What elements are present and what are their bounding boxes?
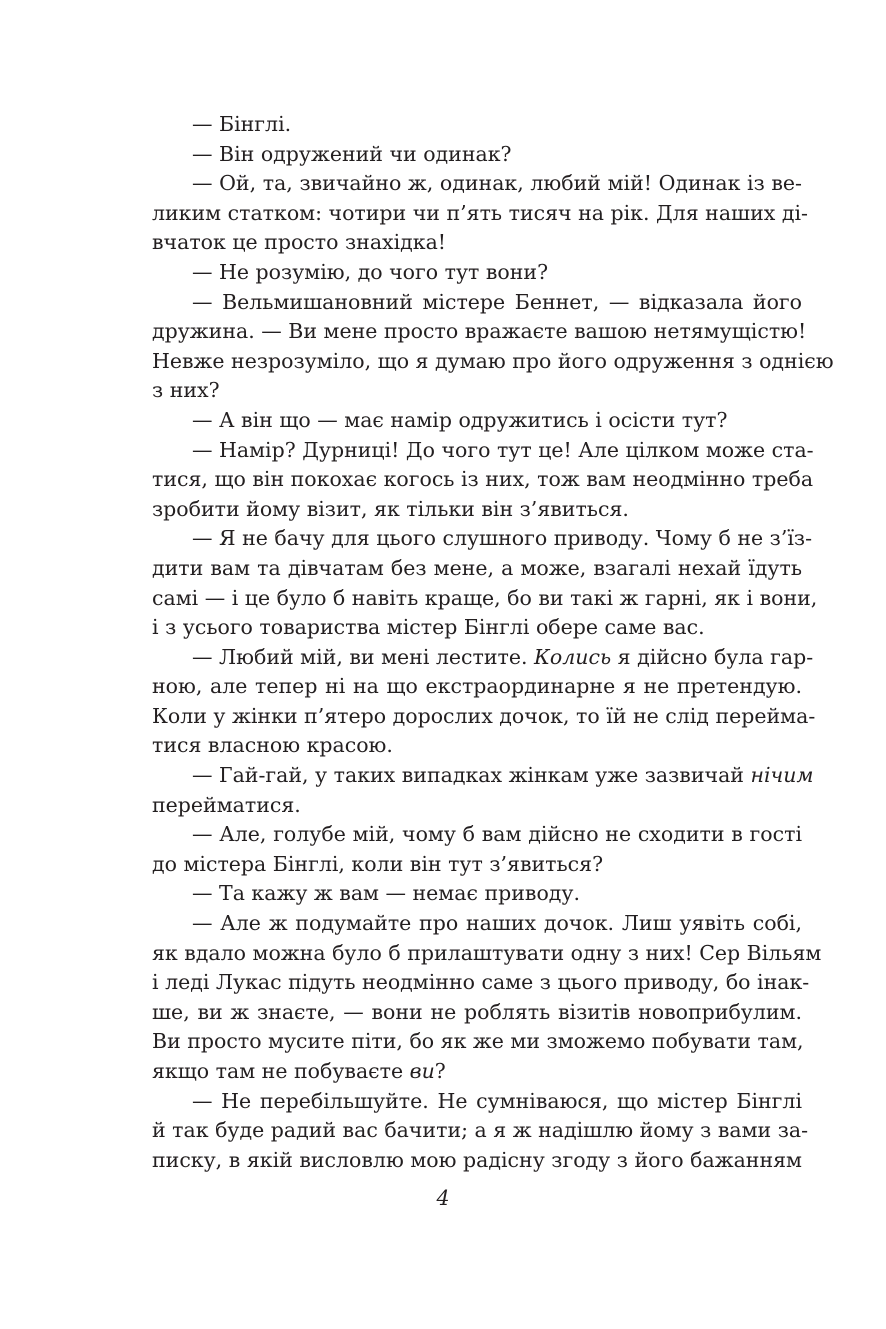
text-line: дружина. — Ви мене просто вражаєте вашою нетямущістю! — [152, 319, 807, 344]
text-line: дити вам та дівчатам без мене, а може, взагалі нехай їдуть — [152, 555, 802, 580]
text-line: Невже незрозуміло, що я думаю про його одруження з однією — [152, 348, 834, 373]
text-line: Коли у жінки п’ятеро дорослих дочок, то їй не слід перейма- — [152, 703, 816, 728]
text-line: — Бінглі. — [192, 112, 292, 136]
text-line — [152, 1057, 802, 1087]
text-line — [152, 643, 814, 673]
text-line: — Але, голубе мій, чому б вам дійсно не сходити в гості — [192, 822, 802, 847]
text-line: тися, що він покохає когось із них, тож вам неодмінно треба — [152, 467, 814, 492]
text-span: якщо там не побуваєте — [152, 1059, 410, 1083]
text-line: — А він що — має намір одружитись і осісти тут? — [192, 407, 728, 432]
text-line: — Намір? Дурниці! До чого тут це! Але цілком може ста- — [192, 437, 814, 462]
text-line: тися власною красою. — [152, 733, 393, 758]
text-line: ною, але тепер ні на що екстраординарне я не претендую. — [152, 674, 802, 699]
text-span: ? — [434, 1059, 446, 1083]
text-line — [152, 761, 814, 791]
text-line: ликим статком: чотири чи п’ять тисяч на рік. Для наших ді- — [152, 200, 808, 225]
text-line: Ви просто мусите піти, бо як же ми зможемо побувати там, — [152, 1029, 804, 1054]
text-line: писку, в якій висловлю мою радісну згоду з його бажанням — [152, 1147, 802, 1172]
text-line: зробити йому візит, як тільки він з’явиться. — [152, 496, 629, 521]
text-line: і леді Лукас підуть неодмінно саме з цього приводу, бо інак- — [152, 970, 810, 995]
text-line: — Не перебільшуйте. Не сумніваюся, що містер Бінглі — [192, 1088, 802, 1113]
text-line: — Я не бачу для цього слушного приводу. Чому б не з’їз- — [192, 526, 812, 551]
text-span: я дійсно була гар- — [611, 644, 814, 669]
text-line: як вдало можна було б прилаштувати одну з них! Сер Вільям — [152, 940, 822, 965]
body-text — [152, 110, 834, 1175]
text-line: до містера Бінглі, коли він тут з’явиться? — [152, 851, 604, 876]
text-line: — Він одружений чи одинак? — [192, 141, 512, 166]
text-line: — Та кажу ж вам — немає приводу. — [192, 881, 581, 906]
text-span: — Гай-гай, у таких випадках жінкам уже зазвичай — [192, 763, 751, 788]
text-line: — Вельмишановний містере Беннет, — відказала його — [192, 289, 802, 314]
italic-span: Колись — [534, 644, 612, 669]
text-line: вчаток це просто знахідка! — [152, 230, 447, 255]
text-line: перейматися. — [152, 792, 301, 817]
text-line: самі — і це було б навіть краще, бо ви такі ж гарні, як і вони, — [152, 585, 818, 610]
text-line: й так буде радий вас бачити; а я ж надішлю йому з вами за- — [152, 1118, 809, 1143]
text-line: і з усього товариства містер Бінглі обере саме вас. — [152, 615, 705, 640]
text-line: — Ой, та, звичайно ж, одинак, любий мій! Одинак із ве- — [192, 171, 802, 196]
page-number: 4 — [436, 1186, 450, 1210]
text-line: ше, ви ж знаєте, — вони не роблять візитів новоприбулим. — [152, 999, 802, 1024]
text-line: — Але ж подумайте про наших дочок. Лиш уявіть собі, — [192, 911, 802, 936]
italic-span: нічим — [750, 763, 814, 788]
italic-span: ви — [409, 1059, 435, 1083]
text-span: — Любий мій, ви мені лестите. — [192, 644, 535, 669]
text-line: з них? — [152, 378, 220, 403]
text-line: — Не розумію, до чого тут вони? — [192, 259, 549, 284]
